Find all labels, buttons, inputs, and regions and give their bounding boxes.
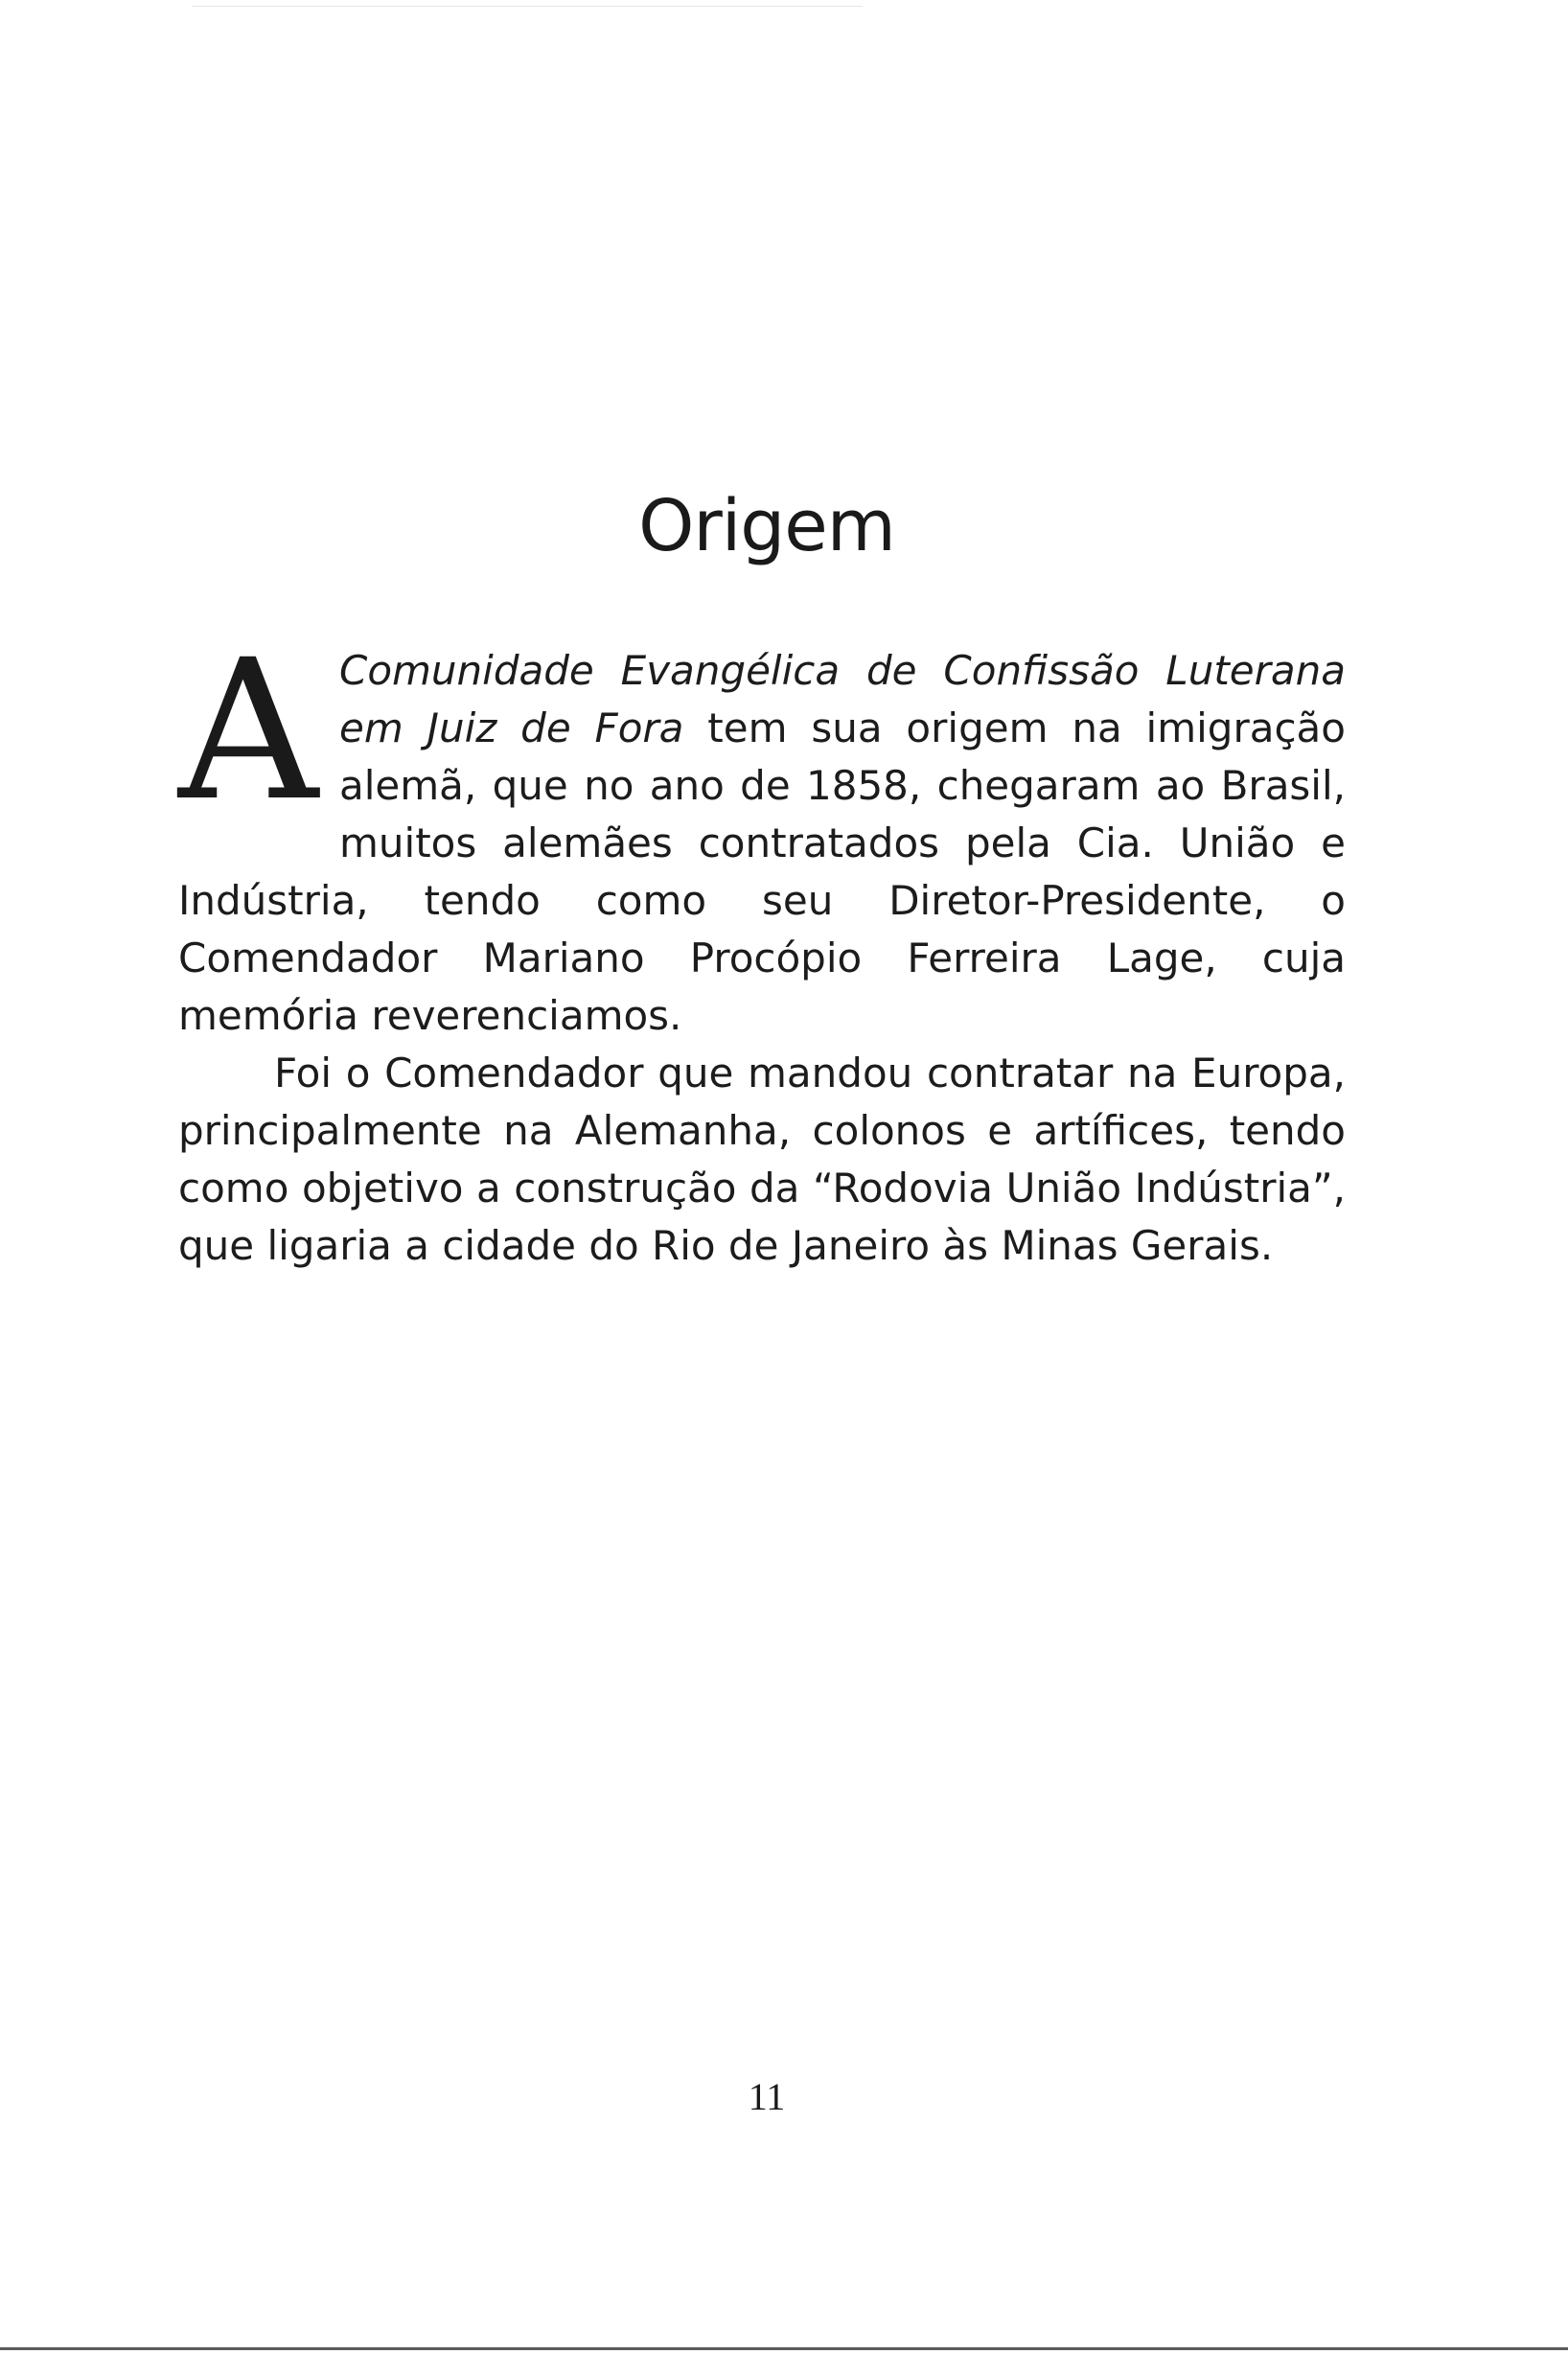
paragraph-1-italic-lead: Comunidade Evangélica de Confissão Luterana em Juiz de Fora — [339, 647, 1346, 751]
paragraph-1 — [178, 617, 1346, 1045]
paragraph-2: Foi o Comendador que mandou contratar na Europa, principalmente na Alemanha, colonos e artífices, tendo como objetivo a construção da “Rodovia União Indústria”, que ligaria a cidade do Rio de Janeiro às Minas Gerais. — [178, 1050, 1346, 1269]
page-number: 11 — [748, 2075, 786, 2118]
page-title: Origem — [638, 485, 895, 567]
paragraph-1-text: tem sua origem na imigração alemã, que no ano de 1858, chegaram ao Brasil, muitos alemães contratados pela Cia. União e Indústria, tendo como seu Diretor-Presidente, o Comendador Mariano Procópio Ferreira Lage, cuja memória reverenciamos. — [178, 704, 1346, 1039]
drop-cap-letter: A — [178, 617, 318, 843]
body-text — [178, 617, 1346, 1275]
page-top-edge — [192, 6, 863, 7]
page-bottom-edge — [0, 2347, 1568, 2350]
